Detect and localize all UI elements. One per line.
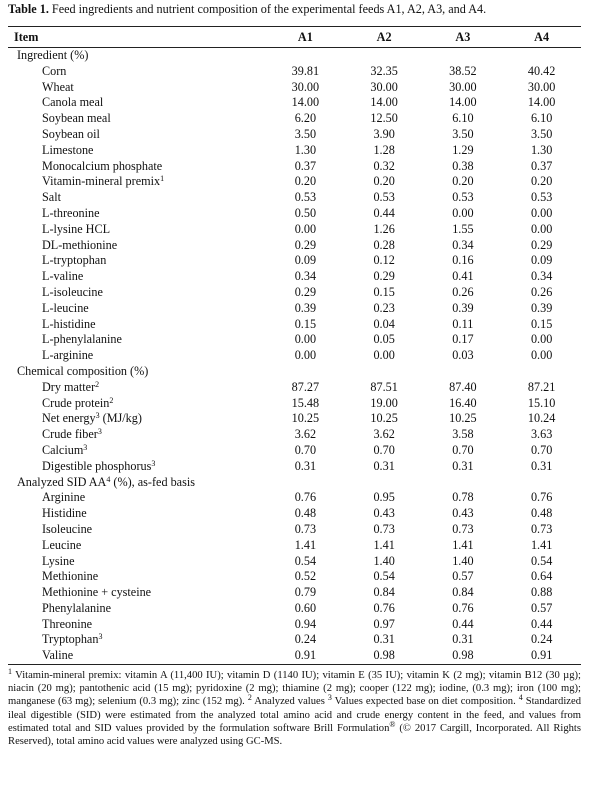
- cell-a2: 0.20: [373, 174, 395, 189]
- cell-a1: 0.52: [294, 569, 317, 584]
- table-row: [8, 127, 581, 143]
- row-label: [8, 143, 266, 159]
- table-row: [8, 238, 581, 254]
- footnote-ref: 2: [95, 379, 100, 389]
- cell-a1: 0.91: [266, 648, 345, 664]
- row-label: [8, 648, 266, 664]
- cell-a3: 0.38: [452, 158, 474, 173]
- cell-a3: 0.84: [452, 585, 474, 600]
- cell-a1: 0.76: [294, 490, 317, 505]
- cell-a2: 32.35: [370, 63, 398, 78]
- cell-a1: 15.48: [291, 395, 320, 410]
- cell-a2: 0.54: [373, 569, 395, 584]
- cell-a2: 0.53: [373, 190, 395, 205]
- header-item: Item: [8, 27, 266, 48]
- row-label-text: Digestible phosphorus: [42, 458, 152, 473]
- table-row: [8, 538, 581, 554]
- table-row: [8, 380, 581, 396]
- cell-a3: 30.00: [449, 79, 477, 94]
- row-label: [8, 159, 266, 175]
- cell-a2: 0.04: [373, 316, 395, 331]
- cell-a1: 0.00: [294, 348, 317, 363]
- cell-a2: 0.00: [373, 348, 395, 363]
- cell-a4: 30.00: [527, 79, 556, 94]
- cell-a1: 0.60: [294, 600, 317, 615]
- cell-a1: 0.00: [294, 221, 317, 236]
- cell-a2: 0.84: [373, 585, 395, 600]
- footnote-ref: 3: [151, 458, 156, 468]
- cell-a3: 1.55: [452, 221, 474, 236]
- cell-a3: 0.53: [452, 190, 474, 205]
- footnote-3: Values expected base on diet composition.: [331, 696, 519, 708]
- row-label: [8, 348, 266, 364]
- cell-a4: 0.09: [530, 253, 553, 268]
- section-header-row: [8, 364, 581, 380]
- cell-a4: 6.10: [530, 111, 553, 126]
- cell-a3: 3.50: [452, 126, 474, 141]
- section-title-suffix: (%), as-fed basis: [110, 474, 195, 489]
- cell-a4: 0.53: [530, 190, 553, 205]
- table-row: [8, 174, 581, 190]
- row-label-text: Methionine + cysteine: [42, 585, 152, 600]
- cell-a2: 19.00: [370, 395, 398, 410]
- cell-a1: 0.15: [294, 316, 317, 331]
- cell-a4: 0.64: [530, 569, 553, 584]
- table-row: [8, 269, 581, 285]
- cell-a4: 0.34: [530, 269, 553, 284]
- table-body: [8, 48, 581, 665]
- cell-a2: 0.31: [373, 458, 395, 473]
- cell-a1: 0.50: [294, 205, 317, 220]
- row-label: [8, 64, 266, 80]
- row-label-text: Isoleucine: [42, 521, 93, 536]
- table-row: [8, 411, 581, 427]
- cell-a1: 39.81: [291, 63, 320, 78]
- cell-a4: 0.31: [530, 458, 553, 473]
- row-label-text: Tryptophan: [42, 632, 99, 647]
- footnote-ref: 3: [83, 442, 88, 452]
- cell-a4: 0.00: [530, 221, 553, 236]
- footnote-ref: 2: [109, 395, 114, 405]
- table-row: [8, 64, 581, 80]
- cell-a4: 0.00: [530, 332, 553, 347]
- cell-a1: 0.34: [294, 269, 317, 284]
- row-label: [8, 317, 266, 333]
- row-label: [8, 206, 266, 222]
- cell-a1: 0.94: [294, 616, 317, 631]
- row-label: [8, 443, 266, 459]
- row-label: [8, 80, 266, 96]
- footnote-ref: 3: [98, 632, 103, 642]
- cell-a4: 0.39: [530, 300, 553, 315]
- cell-a1: 0.48: [294, 506, 317, 521]
- cell-a2: 30.00: [370, 79, 398, 94]
- cell-a1: 0.54: [294, 553, 317, 568]
- cell-a4: 0.57: [530, 600, 553, 615]
- cell-a3: 1.41: [452, 537, 474, 552]
- cell-a2: 10.25: [370, 411, 398, 426]
- table-row: [8, 190, 581, 206]
- row-label: [8, 190, 266, 206]
- row-label-suffix: (MJ/kg): [99, 411, 142, 426]
- cell-a1: 10.25: [291, 411, 320, 426]
- cell-a3: 0.31: [452, 458, 474, 473]
- section-header-row: [8, 48, 581, 64]
- row-label-text: L-valine: [42, 269, 84, 284]
- row-label-text: DL-methionine: [42, 237, 118, 252]
- footnote-2: Analyzed values: [251, 696, 328, 708]
- cell-a2: 0.44: [373, 205, 395, 220]
- table-row: [8, 569, 581, 585]
- cell-a3: 0.39: [452, 300, 474, 315]
- cell-a1: 0.70: [294, 442, 317, 457]
- header-a4: A4: [502, 27, 581, 48]
- cell-a2: 0.97: [373, 616, 395, 631]
- cell-a2: 1.28: [373, 142, 395, 157]
- cell-a4: 14.00: [527, 95, 556, 110]
- row-label-text: L-tryptophan: [42, 253, 107, 268]
- table-row: [8, 80, 581, 96]
- registered-mark: ®: [389, 719, 396, 729]
- cell-a1: 0.29: [294, 284, 317, 299]
- cell-a2: 0.70: [373, 442, 395, 457]
- row-label: [8, 554, 266, 570]
- cell-a2: 0.95: [373, 490, 395, 505]
- cell-a3: 0.98: [424, 648, 503, 664]
- row-label: [8, 459, 266, 475]
- cell-a2: 0.43: [373, 506, 395, 521]
- row-label: [8, 111, 266, 127]
- row-label: [8, 601, 266, 617]
- cell-a3: 0.26: [452, 284, 474, 299]
- cell-a2: 1.26: [373, 221, 395, 236]
- table-row: [8, 490, 581, 506]
- row-label: [8, 396, 266, 412]
- row-label-text: Soybean meal: [42, 111, 111, 126]
- cell-a3: 14.00: [449, 95, 477, 110]
- cell-a4: 87.21: [527, 379, 556, 394]
- cell-a3: 87.40: [449, 379, 477, 394]
- cell-a4: 10.24: [527, 411, 556, 426]
- cell-a4: 0.88: [530, 585, 553, 600]
- table-row: [8, 632, 581, 648]
- cell-a3: 0.73: [452, 521, 474, 536]
- table-caption: [8, 0, 581, 26]
- cell-a1: 0.00: [294, 332, 317, 347]
- row-label-text: Phenylalanine: [42, 600, 112, 615]
- cell-a4: 0.76: [530, 490, 553, 505]
- header-row: [8, 27, 581, 48]
- section-title-text: Ingredient (%): [17, 48, 89, 62]
- cell-a3: 1.29: [452, 142, 474, 157]
- table-row: [8, 222, 581, 238]
- footnote-ref: 1: [160, 174, 165, 184]
- cell-a1: 0.53: [294, 190, 317, 205]
- table-row: [8, 554, 581, 570]
- row-label-text: Crude fiber: [42, 427, 98, 442]
- cell-a4: 1.41: [530, 537, 553, 552]
- footnote-4: Standardized ileal digestible (SID) were estimated from the analyzed total amino acid and crude energy content in the feed, and values from estimated total and SID values provided by the formulation software Brill Formulation: [8, 696, 582, 734]
- row-label: [8, 538, 266, 554]
- row-label: [8, 632, 266, 648]
- cell-a4: 0.00: [530, 205, 553, 220]
- row-label-text: L-lysine HCL: [42, 221, 111, 236]
- table-row: [8, 111, 581, 127]
- cell-a4: 40.42: [527, 63, 556, 78]
- cell-a4: 0.00: [530, 348, 553, 363]
- row-label-text: Monocalcium phosphate: [42, 158, 163, 173]
- cell-a4: 0.91: [502, 648, 581, 664]
- cell-a2: 87.51: [370, 379, 398, 394]
- table-row: [8, 506, 581, 522]
- table-row: [8, 206, 581, 222]
- cell-a2: 0.76: [373, 600, 395, 615]
- cell-a2: 0.23: [373, 300, 395, 315]
- table-row: [8, 601, 581, 617]
- row-label-text: L-phenylalanine: [42, 332, 122, 347]
- cell-a1: 0.29: [294, 237, 317, 252]
- cell-a3: 0.31: [452, 632, 474, 647]
- row-label-text: Net energy: [42, 411, 96, 426]
- row-label: [8, 506, 266, 522]
- cell-a2: 0.12: [373, 253, 395, 268]
- cell-a1: 0.79: [294, 585, 317, 600]
- cell-a2: 0.29: [373, 269, 395, 284]
- table-row: [8, 522, 581, 538]
- table-row: [8, 332, 581, 348]
- row-label-text: Corn: [42, 63, 67, 78]
- table-row: [8, 648, 581, 664]
- cell-a4: 0.26: [530, 284, 553, 299]
- section-title: [8, 475, 581, 491]
- footnote-ref: 4: [106, 474, 111, 484]
- row-label-text: Crude protein: [42, 395, 110, 410]
- cell-a2: 14.00: [370, 95, 398, 110]
- cell-a1: 0.73: [294, 521, 317, 536]
- footnote-2-mark: 2: [247, 693, 252, 703]
- footnote-ref: 3: [97, 427, 102, 437]
- row-label-text: Vitamin-mineral premix: [42, 174, 161, 189]
- table-row: [8, 348, 581, 364]
- row-label: [8, 585, 266, 601]
- table-row: [8, 617, 581, 633]
- cell-a1: 6.20: [294, 111, 317, 126]
- cell-a3: 6.10: [452, 111, 474, 126]
- table-header: [8, 27, 581, 48]
- table-row: [8, 301, 581, 317]
- cell-a4: 0.44: [530, 616, 553, 631]
- row-label-text: Wheat: [42, 79, 74, 94]
- cell-a2: 12.50: [370, 111, 398, 126]
- cell-a4: 0.20: [530, 174, 553, 189]
- footnote-1-mark: 1: [8, 667, 12, 677]
- row-label: [8, 411, 266, 427]
- header-a3: A3: [424, 27, 503, 48]
- cell-a3: 0.03: [452, 348, 474, 363]
- row-label: [8, 522, 266, 538]
- cell-a3: 0.78: [452, 490, 474, 505]
- row-label: [8, 380, 266, 396]
- table-row: [8, 143, 581, 159]
- row-label-text: L-isoleucine: [42, 284, 103, 299]
- row-label: [8, 617, 266, 633]
- cell-a4: 3.50: [530, 126, 553, 141]
- cell-a2: 0.32: [373, 158, 395, 173]
- row-label: [8, 174, 266, 190]
- row-label-text: Limestone: [42, 142, 94, 157]
- row-label-text: Canola meal: [42, 95, 104, 110]
- table-footnotes: [8, 669, 581, 748]
- cell-a3: 0.43: [452, 506, 474, 521]
- row-label-text: Valine: [42, 648, 74, 663]
- row-label-text: Histidine: [42, 506, 87, 521]
- row-label-text: Salt: [42, 190, 61, 205]
- row-label-text: L-histidine: [42, 316, 96, 331]
- footnote-4-end: (© 2017 Cargill, Incorporated. All Rights Reserved), total amino acid values were analyzed using GC-MS.: [8, 722, 581, 748]
- cell-a1: 3.62: [294, 427, 317, 442]
- row-label-text: Leucine: [42, 537, 82, 552]
- cell-a4: 0.24: [530, 632, 553, 647]
- cell-a1: 0.20: [294, 174, 317, 189]
- caption-label: Table 1.: [8, 2, 49, 16]
- row-label: [8, 490, 266, 506]
- section-title-text: Analyzed SID AA: [17, 474, 107, 489]
- cell-a2: 0.31: [373, 632, 395, 647]
- cell-a3: 38.52: [449, 63, 477, 78]
- cell-a3: 0.70: [452, 442, 474, 457]
- row-label-text: Lysine: [42, 553, 75, 568]
- cell-a4: 3.63: [530, 427, 553, 442]
- cell-a4: 1.30: [530, 142, 553, 157]
- header-a1: A1: [266, 27, 345, 48]
- cell-a1: 0.39: [294, 300, 317, 315]
- cell-a3: 0.41: [452, 269, 474, 284]
- cell-a1: 1.41: [294, 537, 317, 552]
- table-row: [8, 396, 581, 412]
- table-row: [8, 285, 581, 301]
- cell-a3: 10.25: [449, 411, 477, 426]
- row-label: [8, 269, 266, 285]
- cell-a2: 0.98: [345, 648, 424, 664]
- footnote-4-mark: 4: [518, 693, 523, 703]
- section-title: [8, 364, 581, 380]
- cell-a3: 0.76: [452, 600, 474, 615]
- cell-a4: 0.70: [530, 442, 553, 457]
- row-label: [8, 238, 266, 254]
- cell-a2: 0.15: [373, 284, 395, 299]
- table-row: [8, 317, 581, 333]
- cell-a4: 0.37: [530, 158, 553, 173]
- cell-a2: 1.40: [373, 553, 395, 568]
- cell-a2: 3.90: [373, 126, 395, 141]
- row-label-text: L-threonine: [42, 205, 100, 220]
- table-row: [8, 253, 581, 269]
- header-a2: A2: [345, 27, 424, 48]
- row-label-text: L-leucine: [42, 300, 89, 315]
- cell-a3: 0.44: [452, 616, 474, 631]
- footnote-1: Vitamin-mineral premix: vitamin A (11,400 IU); vitamin D (1140 IU); vitamin E (35 IU); vitamin K (2 mg); vitamin B12 (30 µg); niacin (20 mg); pantothenic acid (15 mg); pyridoxine (2 mg); thiamine (2 mg); cooper (122 mg); iodine, (0.3 mg); iron (100 mg); manganese (63 mg); selenium (0.3 mg); zinc (152 mg).: [8, 670, 581, 708]
- cell-a1: 87.27: [291, 379, 320, 394]
- cell-a2: 0.73: [373, 521, 395, 536]
- row-label: [8, 253, 266, 269]
- cell-a3: 1.40: [452, 553, 474, 568]
- cell-a2: 3.62: [373, 427, 395, 442]
- footnote-3-mark: 3: [327, 693, 332, 703]
- row-label: [8, 569, 266, 585]
- row-label-text: Threonine: [42, 616, 93, 631]
- table-row: [8, 427, 581, 443]
- caption-text: Feed ingredients and nutrient composition of the experimental feeds A1, A2, A3, and A4.: [51, 2, 487, 16]
- cell-a1: 0.09: [294, 253, 317, 268]
- cell-a1: 30.00: [291, 79, 320, 94]
- cell-a3: 0.20: [452, 174, 474, 189]
- cell-a3: 0.17: [452, 332, 474, 347]
- cell-a1: 0.37: [294, 158, 317, 173]
- row-label-text: Soybean oil: [42, 126, 100, 141]
- cell-a4: 0.48: [530, 506, 553, 521]
- cell-a4: 0.54: [530, 553, 553, 568]
- cell-a4: 0.29: [530, 237, 553, 252]
- row-label: [8, 95, 266, 111]
- cell-a1: 14.00: [291, 95, 320, 110]
- row-label: [8, 222, 266, 238]
- cell-a1: 0.31: [294, 458, 317, 473]
- cell-a3: 0.57: [452, 569, 474, 584]
- cell-a4: 15.10: [527, 395, 556, 410]
- cell-a1: 0.24: [294, 632, 317, 647]
- cell-a2: 0.28: [373, 237, 395, 252]
- cell-a3: 0.11: [452, 316, 474, 331]
- cell-a2: 0.05: [373, 332, 395, 347]
- cell-a3: 0.34: [452, 237, 474, 252]
- cell-a3: 0.00: [452, 205, 474, 220]
- table-row: [8, 159, 581, 175]
- row-label-text: Dry matter: [42, 379, 96, 394]
- table-row: [8, 585, 581, 601]
- row-label-text: Calcium: [42, 442, 84, 457]
- row-label: [8, 427, 266, 443]
- table-row: [8, 459, 581, 475]
- section-title: [8, 48, 581, 64]
- footnote-ref: 3: [95, 411, 100, 421]
- row-label-text: L-arginine: [42, 348, 94, 363]
- cell-a2: 1.41: [373, 537, 395, 552]
- cell-a1: 3.50: [294, 126, 317, 141]
- table-row: [8, 443, 581, 459]
- row-label: [8, 127, 266, 143]
- cell-a1: 1.30: [294, 142, 317, 157]
- row-label: [8, 285, 266, 301]
- row-label-text: Methionine: [42, 569, 99, 584]
- section-header-row: [8, 475, 581, 491]
- cell-a3: 16.40: [449, 395, 477, 410]
- cell-a4: 0.73: [530, 521, 553, 536]
- cell-a3: 0.16: [452, 253, 474, 268]
- row-label: [8, 332, 266, 348]
- section-title-text: Chemical composition (%): [17, 363, 149, 378]
- table-row: [8, 95, 581, 111]
- cell-a3: 3.58: [452, 427, 474, 442]
- row-label-text: Arginine: [42, 490, 86, 505]
- row-label: [8, 301, 266, 317]
- cell-a4: 0.15: [530, 316, 553, 331]
- feed-composition-table: [8, 26, 581, 665]
